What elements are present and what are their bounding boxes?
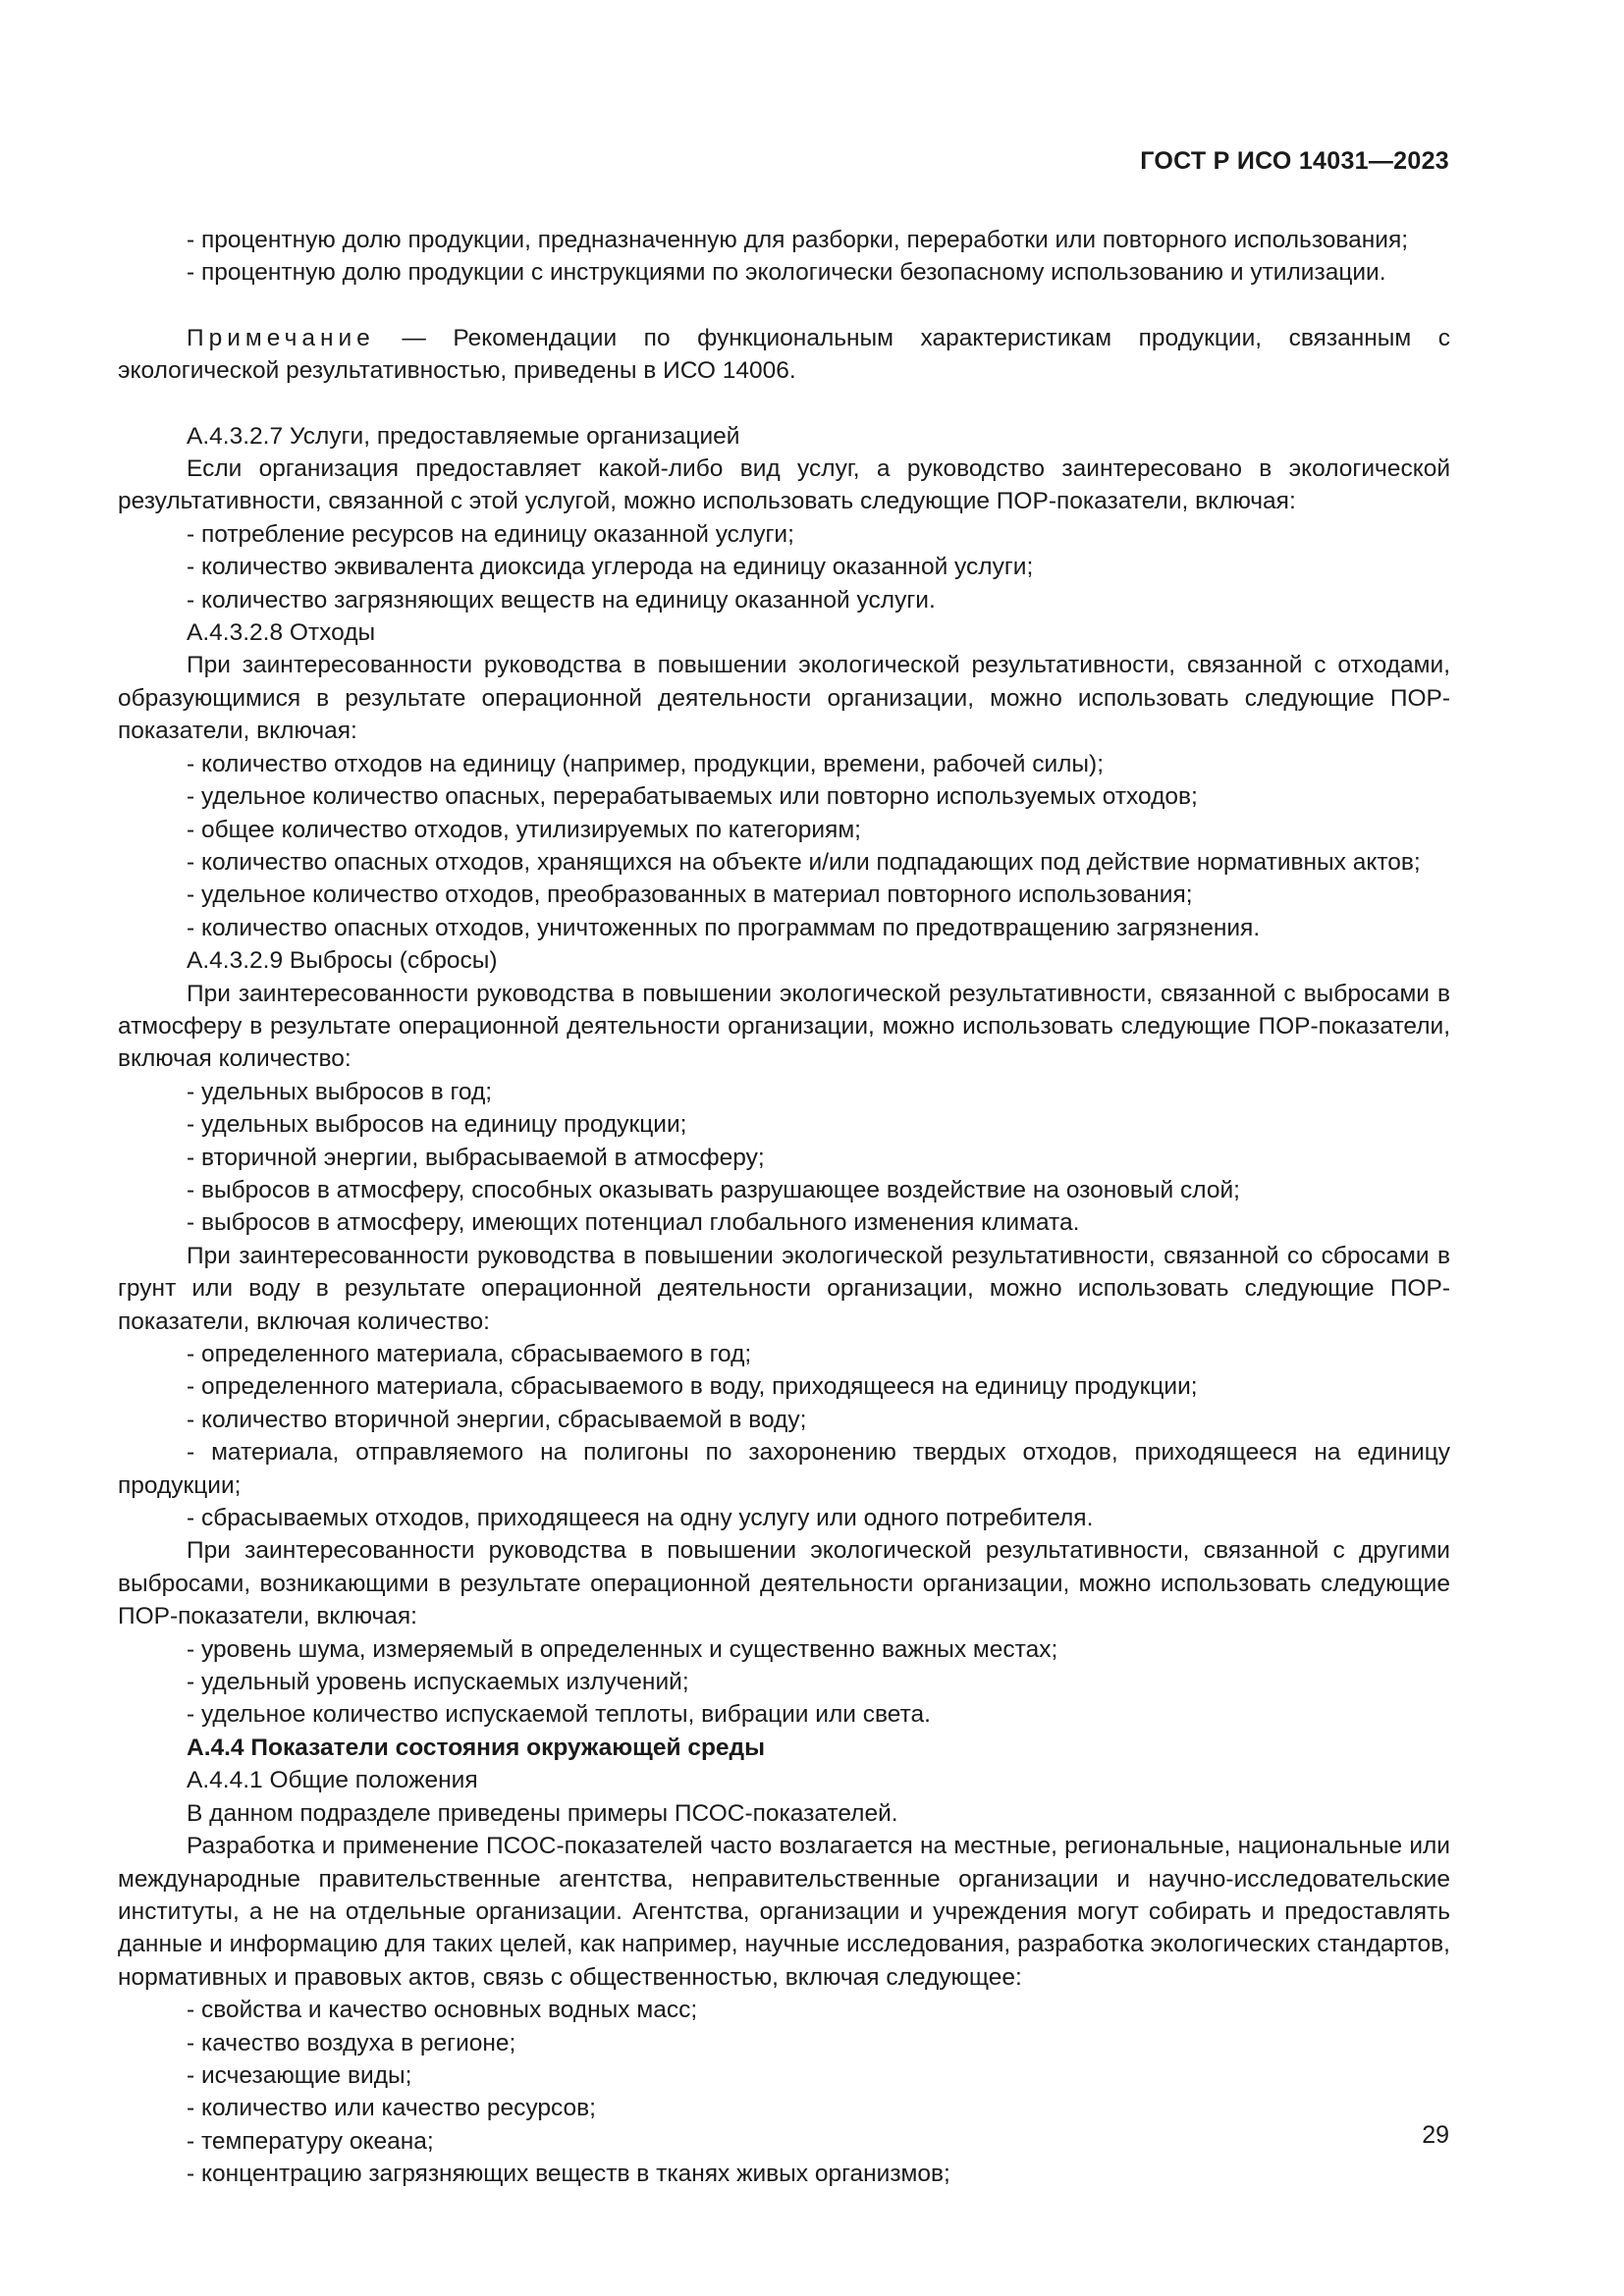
list-item: - общее количество отходов, утилизируемых по категориям; <box>187 816 861 843</box>
note-text: — Рекомендации по функциональным характеристикам продукции, связанным с экологической результативностью, приведены в ИСО 14006. <box>118 324 1450 385</box>
list-item: - количество эквивалента диоксида углерода на единицу оказанной услуги; <box>187 554 1034 581</box>
spacer <box>118 388 1450 420</box>
list-item: - удельное количество отходов, преобразованных в материал повторного использования; <box>187 881 1193 909</box>
document-body <box>118 224 1450 2191</box>
paragraph: Разработка и применение ПСОС-показателей часто возлагается на местные, региональные, национальные или международные правительственные агентства, неправительственные организации и научно-исследовательские институты, а не на отдельные организации. Агентства, организации и учреждения могут собирать и предоставлять данные и информацию для таких целей, как например, научные исследования, разработка экологических стандартов, нормативных и правовых актов, связь с общественностью, включая следующее: <box>118 1833 1450 1991</box>
list-item: - температуру океана; <box>187 2127 434 2155</box>
list-item: - выбросов в атмосферу, имеющих потенциал глобального изменения климата. <box>187 1209 1080 1237</box>
note-label: Примечание <box>187 324 375 351</box>
list-item: - количество загрязняющих веществ на единицу оказанной услуги. <box>187 586 936 614</box>
list-item: - вторичной энергии, выбрасываемой в атмосферу; <box>187 1144 765 1171</box>
section-heading-a44: А.4.4 Показатели состояния окружающей среды <box>187 1734 766 1761</box>
list-item: - количество опасных отходов, уничтоженных по программам по предотвращению загрязнения. <box>187 914 1261 941</box>
paragraph: Если организация предоставляет какой-либо вид услуг, а руководство заинтересовано в экологической результативности, связанной с этой услугой, можно использовать следующие ПОР-показатели, включая: <box>118 455 1450 515</box>
paragraph: При заинтересованности руководства в повышении экологической результативности, связанной со сбросами в грунт или воду в результате операционной деятельности организации, можно использовать следующие ПОР-показатели, включая количество: <box>118 1242 1450 1335</box>
section-heading-a4329: А.4.3.2.9 Выбросы (сбросы) <box>187 947 498 975</box>
list-item: - удельное количество испускаемой теплоты, вибрации или света. <box>187 1701 931 1729</box>
list-item: - материала, отправляемого на полигоны по захоронению твердых отходов, приходящееся на единицу продукции; <box>118 1439 1450 1499</box>
list-item: - процентную долю продукции, предназначенную для разборки, переработки или повторного использования; <box>187 227 1409 253</box>
paragraph: В данном подразделе приведены примеры ПСОС-показателей. <box>187 1799 898 1827</box>
list-item: - количество опасных отходов, хранящихся на объекте и/или подпадающих под действие нормативных актов; <box>187 848 1421 876</box>
list-item: - потребление ресурсов на единицу оказанной услуги; <box>187 520 794 548</box>
page-number: 29 <box>1422 2121 1449 2149</box>
list-item: - удельный уровень испускаемых излучений; <box>187 1669 689 1696</box>
list-item: - качество воздуха в регионе; <box>187 2029 516 2056</box>
paragraph: При заинтересованности руководства в повышении экологической результативности, связанной с другими выбросами, возникающими в результате операционной деятельности организации, можно использовать следующие ПОР-показатели, включая: <box>118 1537 1450 1630</box>
list-item: - удельное количество опасных, перерабатываемых или повторно используемых отходов; <box>187 783 1198 811</box>
list-item: - концентрацию загрязняющих веществ в тканях живых организмов; <box>187 2161 950 2188</box>
list-item: - определенного материала, сбрасываемого в год; <box>187 1341 752 1367</box>
list-item: - уровень шума, измеряемый в определенных и существенно важных местах; <box>187 1635 1058 1663</box>
list-item: - количество или качество ресурсов; <box>187 2095 596 2122</box>
list-item: - сбрасываемых отходов, приходящееся на одну услугу или одного потребителя. <box>187 1505 1094 1532</box>
list-item: - количество отходов на единицу (например, продукции, времени, рабочей силы); <box>187 750 1105 777</box>
list-item: - количество вторичной энергии, сбрасываемой в воду; <box>187 1406 807 1433</box>
note-paragraph <box>118 322 1450 388</box>
section-heading-a4327: А.4.3.2.7 Услуги, предоставляемые организацией <box>187 422 740 450</box>
list-item: - удельных выбросов на единицу продукции; <box>187 1111 687 1139</box>
section-heading-a441: А.4.4.1 Общие положения <box>187 1767 478 1794</box>
paragraph: При заинтересованности руководства в повышении экологической результативности, связанной с отходами, образующимися в результате операционной деятельности организации, можно использовать следующие ПОР-показатели, включая: <box>118 652 1450 745</box>
list-item: - исчезающие виды; <box>187 2061 412 2089</box>
list-item: - выбросов в атмосферу, способных оказывать разрушающее воздействие на озоновый слой; <box>187 1176 1240 1203</box>
paragraph: При заинтересованности руководства в повышении экологической результативности, связанной с выбросами в атмосферу в результате операционной деятельности организации, можно использовать следующие ПОР-показатели, включая количество: <box>118 980 1450 1073</box>
section-heading-a4328: А.4.3.2.8 Отходы <box>187 619 376 647</box>
list-item: - свойства и качество основных водных масс; <box>187 1997 698 2024</box>
list-item: - определенного материала, сбрасываемого в воду, приходящееся на единицу продукции; <box>187 1373 1198 1401</box>
spacer <box>118 290 1450 322</box>
list-item: - удельных выбросов в год; <box>187 1078 493 1105</box>
list-item: - процентную долю продукции с инструкциями по экологически безопасному использованию и утилизации. <box>187 259 1386 287</box>
document-header: ГОСТ Р ИСО 14031—2023 <box>1140 147 1449 175</box>
